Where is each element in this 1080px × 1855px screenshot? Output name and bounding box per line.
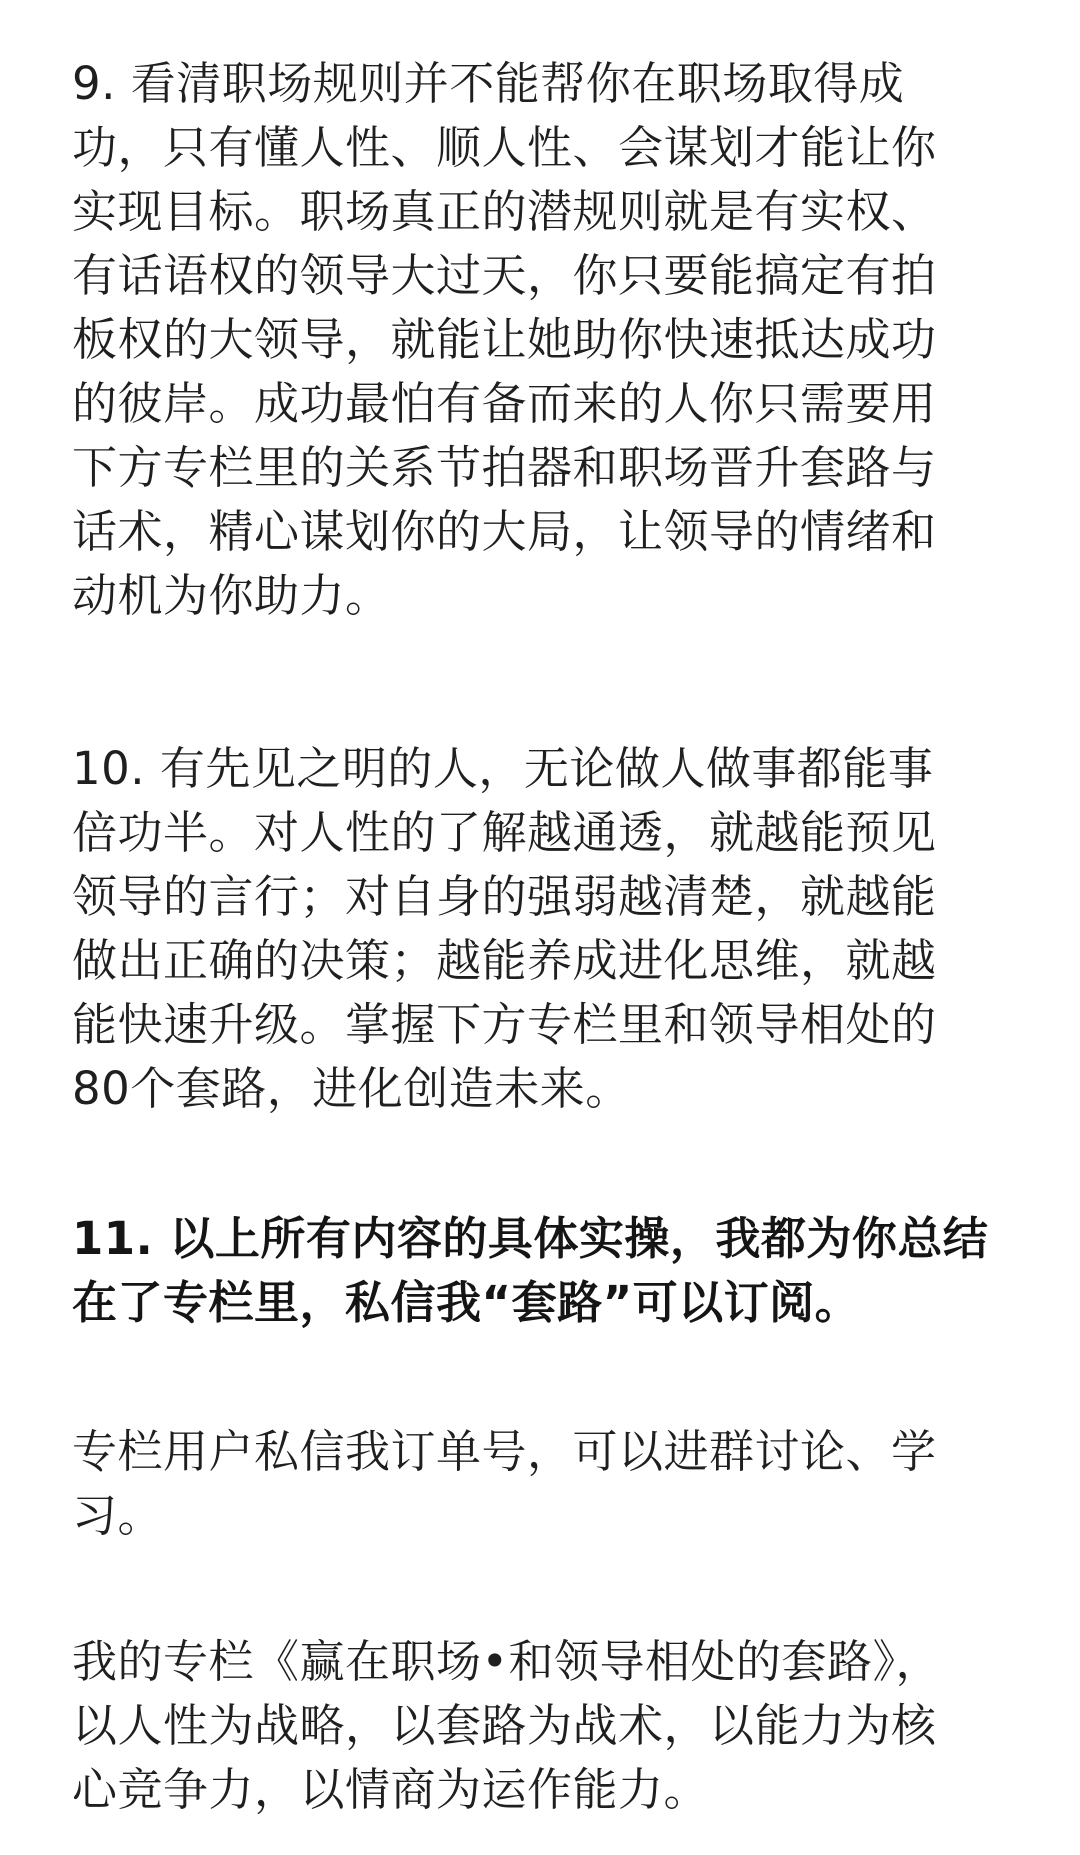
text-line: 能快速升级。掌握下方专栏里和领导相处的: [72, 998, 937, 1051]
text-line: 80个套路，进化创造未来。: [72, 1062, 631, 1115]
text-line: 的彼岸。成功最怕有备而来的人你只需要用: [72, 377, 937, 430]
text-line: 动机为你助力。: [72, 569, 391, 622]
paragraph-10: [72, 737, 1012, 1121]
text-line: 心竞争力，以情商为运作能力。: [72, 1763, 710, 1816]
text-line: 我的专栏《赢在职场•和领导相处的套路》，: [72, 1635, 942, 1688]
paragraph-subscriber-note: [72, 1420, 1012, 1548]
text-line: 实现目标。职场真正的潜规则就是有实权、: [72, 185, 937, 238]
text-line: 有话语权的领导大过天，你只要能搞定有拍: [72, 249, 937, 302]
text-line: 9. 看清职场规则并不能帮你在职场取得成: [72, 57, 905, 110]
text-line: 做出正确的决策；越能养成进化思维，就越: [72, 934, 937, 987]
text-line: 习。: [72, 1489, 164, 1542]
text-line: 话术，精心谋划你的大局，让领导的情绪和: [72, 505, 937, 558]
text-line: 10. 有先见之明的人，无论做人做事都能事: [72, 742, 934, 795]
text-line: 专栏用户私信我订单号，可以进群讨论、学: [72, 1425, 937, 1478]
text-line: 板权的大领导，就能让她助你快速抵达成功: [72, 313, 937, 366]
paragraph-9: [72, 52, 1012, 628]
paragraph-11-highlight: [72, 1207, 1012, 1335]
text-line: 11. 以上所有内容的具体实操，我都为你总结: [72, 1212, 989, 1265]
text-line: 倍功半。对人性的了解越通透，就越能预见: [72, 806, 937, 859]
text-line: 在了专栏里，私信我“套路”可以订阅。: [72, 1276, 861, 1329]
text-line: 功，只有懂人性、顺人性、会谋划才能让你: [72, 121, 937, 174]
text-line: 下方专栏里的关系节拍器和职场晋升套路与: [72, 441, 937, 494]
text-line: 领导的言行；对自身的强弱越清楚，就越能: [72, 870, 937, 923]
text-line: 以人性为战略，以套路为战术，以能力为核: [72, 1699, 937, 1752]
paragraph-column-intro: [72, 1630, 1012, 1822]
